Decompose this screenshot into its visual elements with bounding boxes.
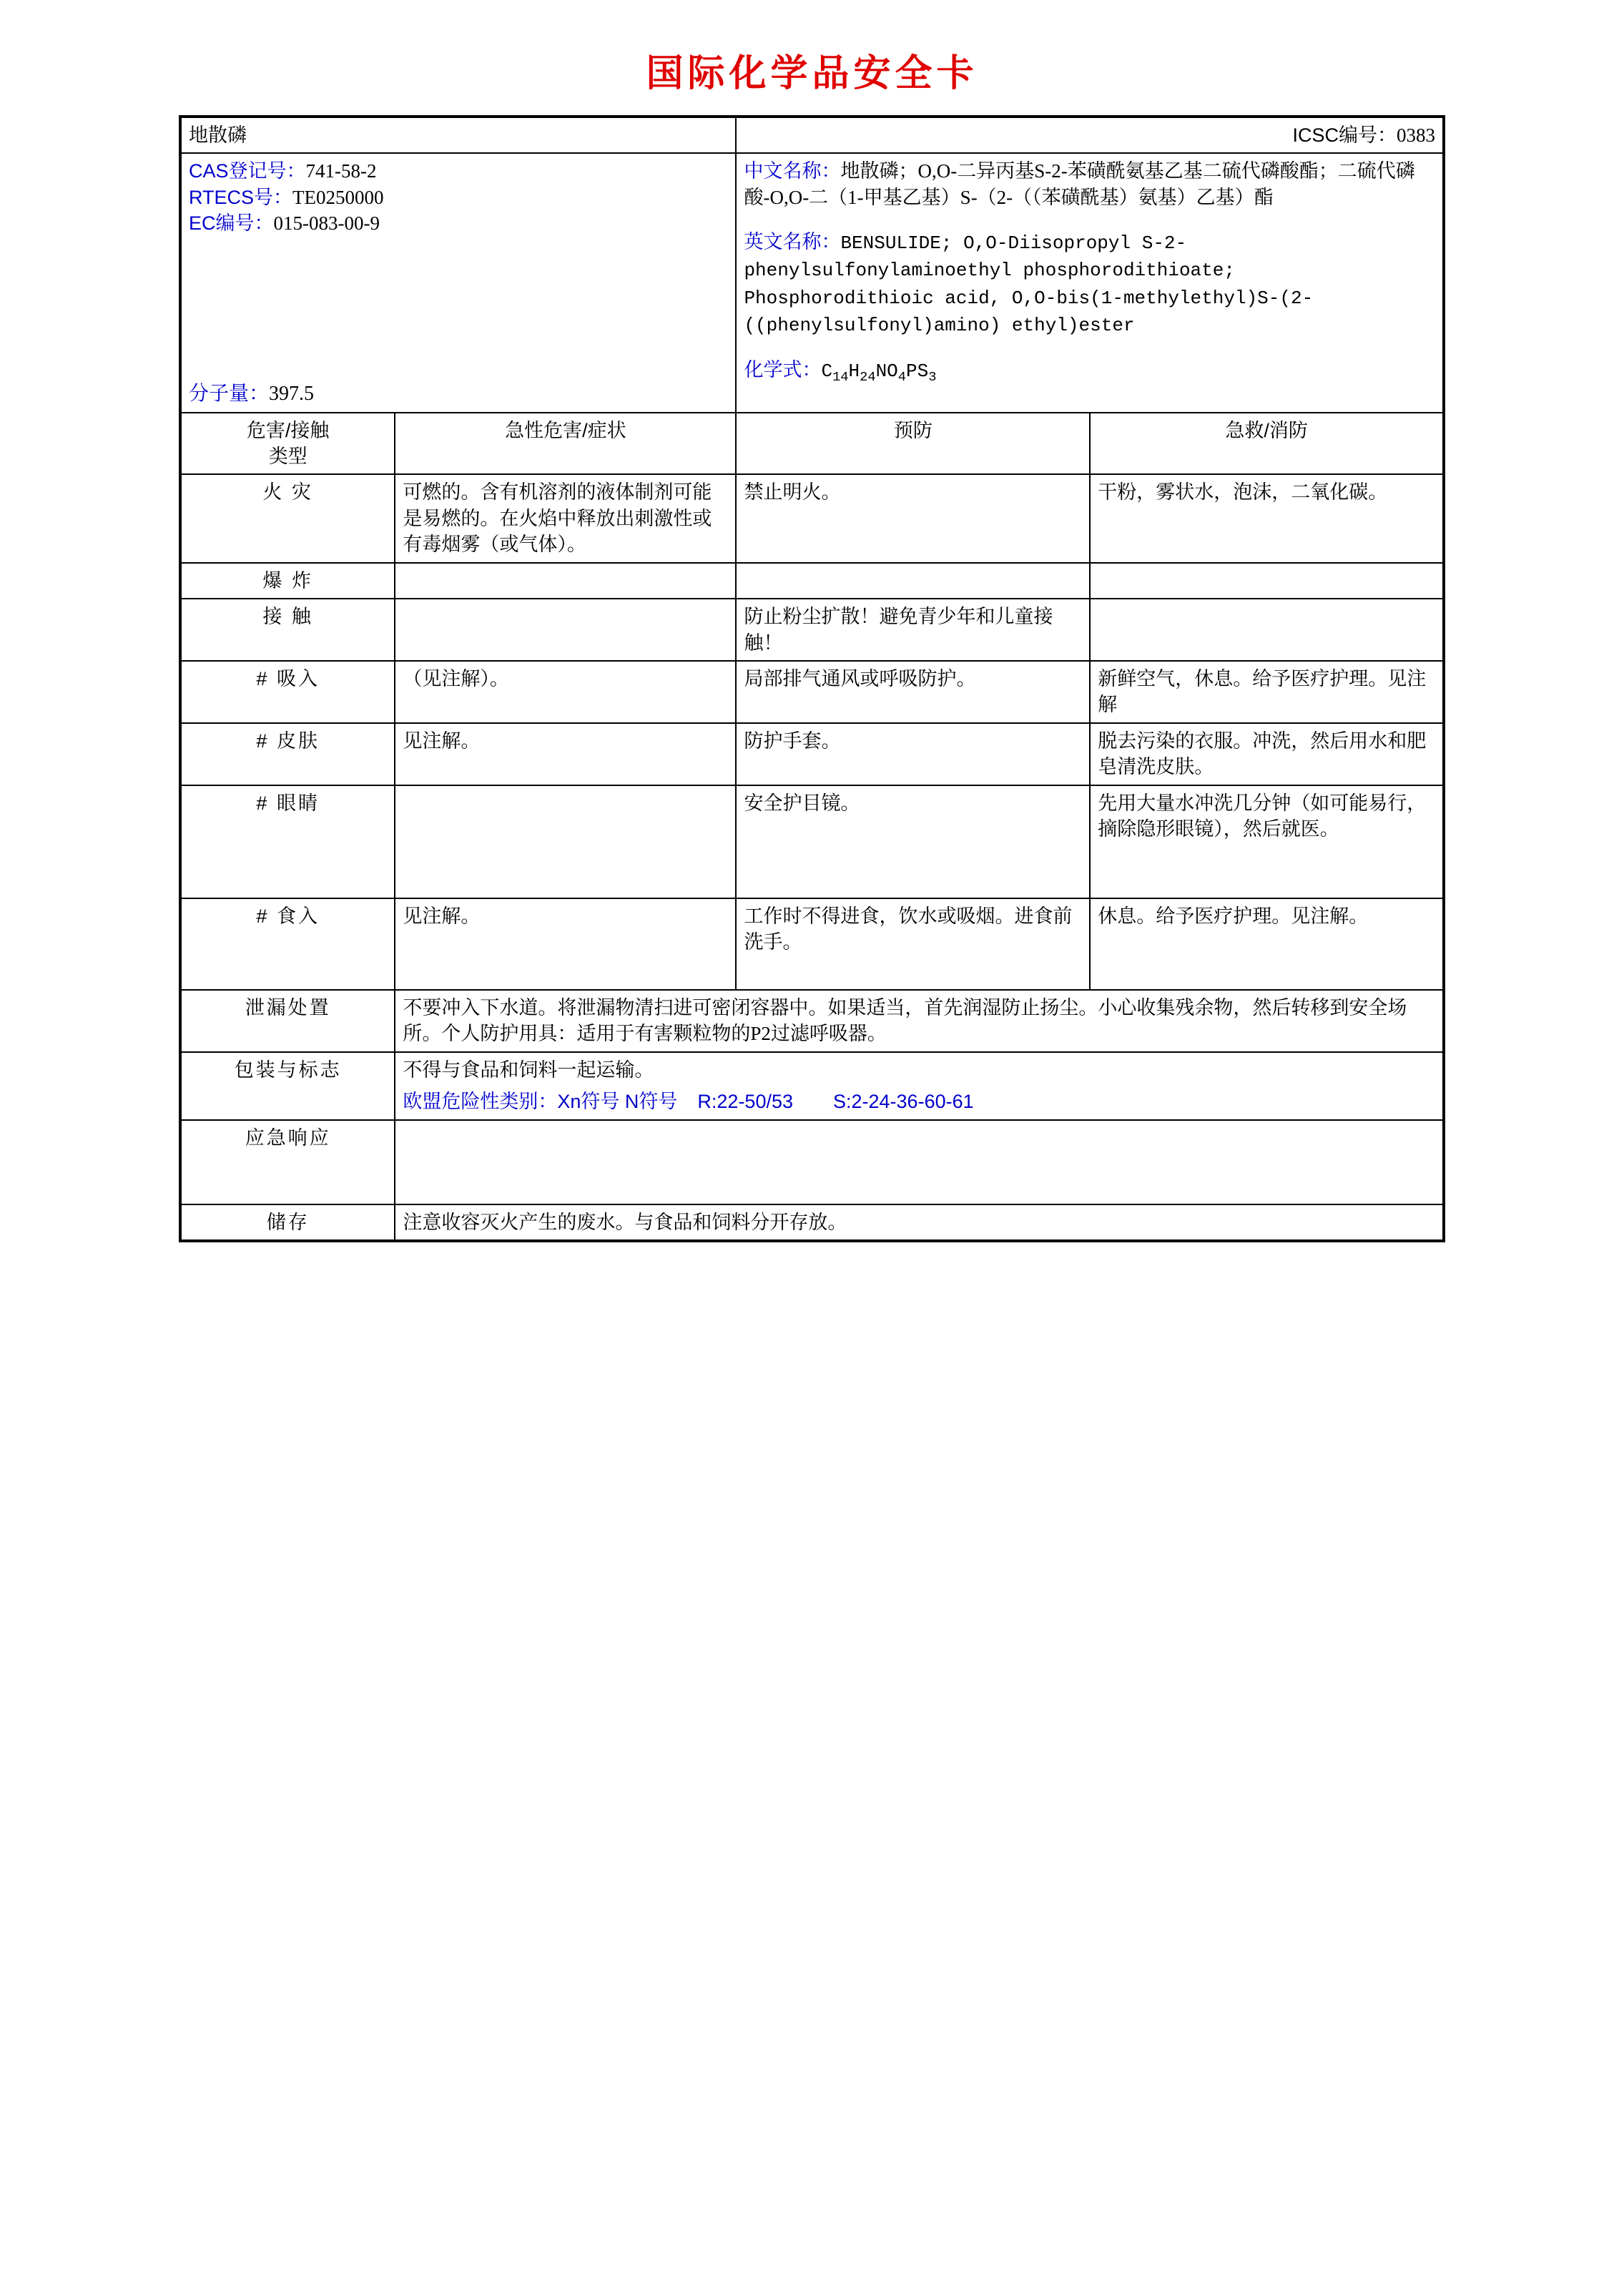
icsc-number: 0383 <box>1397 124 1435 146</box>
cas-line <box>189 158 728 184</box>
row-prevention-skin: 防护手套。 <box>736 723 1090 785</box>
eu-r-phrases: R:22-50/53 <box>697 1091 793 1113</box>
row-symptoms-eyes <box>395 785 736 898</box>
row-symptoms-skin: 见注解。 <box>395 723 736 785</box>
row-firstaid-ingestion: 休息。给予医疗护理。见注解。 <box>1090 898 1444 990</box>
formula-value: $C_{14}H_{24}NO_4PS_3$ <box>821 360 937 385</box>
packaging-cell <box>395 1052 1444 1120</box>
rtecs-line <box>189 185 728 210</box>
eu-s-phrases: S:2-24-36-60-61 <box>833 1091 974 1113</box>
row-label-explosion: 爆 炸 <box>180 563 395 599</box>
spill-row <box>180 990 1444 1052</box>
row-firstaid-fire: 干粉，雾状水，泡沫，二氧化碳。 <box>1090 474 1444 562</box>
row-label-storage: 储存 <box>180 1204 395 1241</box>
table-row <box>180 563 1444 599</box>
card-header-row <box>180 117 1444 153</box>
row-prevention-explosion <box>736 563 1090 599</box>
table-row <box>180 898 1444 990</box>
emergency-row <box>180 1120 1444 1204</box>
cas-value: 741-58-2 <box>305 160 377 182</box>
ec-line <box>189 210 728 236</box>
header-symptoms: 急性危害/症状 <box>395 413 736 475</box>
ec-label: EC编号： <box>189 212 274 235</box>
row-firstaid-skin: 脱去污染的衣服。冲洗，然后用水和肥皂清洗皮肤。 <box>1090 723 1444 785</box>
mw-label: 分子量： <box>189 381 270 404</box>
cas-label: CAS登记号： <box>189 160 306 182</box>
header-prevention: 预防 <box>736 413 1090 475</box>
row-firstaid-eyes: 先用大量水冲洗几分钟（如可能易行，摘除隐形眼镜），然后就医。 <box>1090 785 1444 898</box>
cn-name-value: 地散磷；O,O-二异丙基S-2-苯磺酰氨基乙基二硫代磷酸酯；二硫代磷酸-O,O-二（1-甲基乙基）S-（2-（（苯磺酰基）氨基）乙基）酯 <box>744 160 1415 208</box>
row-label-packaging: 包装与标志 <box>180 1052 395 1120</box>
table-row <box>180 599 1444 661</box>
mw-value: 397.5 <box>269 382 315 405</box>
row-symptoms-explosion <box>395 563 736 599</box>
storage-row <box>180 1204 1444 1241</box>
row-firstaid-explosion <box>1090 563 1444 599</box>
row-symptoms-ingestion: 见注解。 <box>395 898 736 990</box>
eu-value: Xn符号 N符号 <box>557 1091 678 1113</box>
row-label-emergency: 应急响应 <box>180 1120 395 1204</box>
chemical-name-cn: 地散磷 <box>180 117 736 153</box>
icsc-card-table <box>179 115 1445 1242</box>
row-label-eyes: # 眼睛 <box>180 785 395 898</box>
table-row <box>180 785 1444 898</box>
packaging-row <box>180 1052 1444 1120</box>
packaging-text: 不得与食品和饲料一起运输。 <box>403 1059 654 1081</box>
spill-text: 不要冲入下水道。将泄漏物清扫进可密闭容器中。如果适当，首先润湿防止扬尘。小心收集残余物，然后转移到安全场所。个人防护用具：适用于有害颗粒物的P2过滤呼吸器。 <box>395 990 1444 1052</box>
row-firstaid-exposure <box>1090 599 1444 661</box>
header-firstaid: 急救/消防 <box>1090 413 1444 475</box>
row-label-inhalation: # 吸入 <box>180 661 395 723</box>
row-prevention-fire: 禁止明火。 <box>736 474 1090 562</box>
table-row <box>180 474 1444 562</box>
row-prevention-exposure: 防止粉尘扩散！避免青少年和儿童接触！ <box>736 599 1090 661</box>
row-prevention-eyes: 安全护目镜。 <box>736 785 1090 898</box>
formula-label: 化学式： <box>744 358 822 381</box>
identity-row <box>180 153 1444 412</box>
storage-text: 注意收容灭火产生的废水。与食品和饲料分开存放。 <box>395 1204 1444 1241</box>
ec-value: 015-083-00-9 <box>273 212 380 235</box>
en-name-line <box>744 229 1435 338</box>
eu-label: 欧盟危险性类别： <box>403 1091 558 1113</box>
row-prevention-ingestion: 工作时不得进食，饮水或吸烟。进食前洗手。 <box>736 898 1090 990</box>
table-row <box>180 661 1444 723</box>
row-symptoms-exposure <box>395 599 736 661</box>
row-label-fire: 火 灾 <box>180 474 395 562</box>
names-block <box>736 153 1444 412</box>
cn-name-label: 中文名称： <box>744 160 841 182</box>
emergency-text <box>395 1120 1444 1204</box>
icsc-label: ICSC编号： <box>1292 124 1397 146</box>
column-headers-row <box>180 413 1444 475</box>
icsc-number-cell <box>736 117 1444 153</box>
row-prevention-inhalation: 局部排气通风或呼吸防护。 <box>736 661 1090 723</box>
row-label-ingestion: # 食入 <box>180 898 395 990</box>
table-row <box>180 723 1444 785</box>
page-title: 国际化学品安全卡 <box>646 53 978 94</box>
row-label-spill: 泄漏处置 <box>180 990 395 1052</box>
row-label-skin: # 皮肤 <box>180 723 395 785</box>
cn-name-line <box>744 158 1435 210</box>
formula-line <box>744 357 1435 386</box>
header-hazard-type: 危害/接触 类型 <box>180 413 395 475</box>
row-symptoms-fire: 可燃的。含有机溶剂的液体制剂可能是易燃的。在火焰中释放出刺激性或有毒烟雾（或气体）。 <box>395 474 736 562</box>
eu-classification-line <box>403 1089 1435 1114</box>
en-name-value: BENSULIDE; O,O-Diisopropyl S-2-phenylsulfonylaminoethyl phosphorodithioate; Phosphorodithioic acid, O,O-bis(1-methylethyl)S-(2-((phenylsulfonyl)amino) ethyl)ester <box>744 232 1314 336</box>
row-symptoms-inhalation: （见注解）。 <box>395 661 736 723</box>
row-label-exposure: 接 触 <box>180 599 395 661</box>
row-firstaid-inhalation: 新鲜空气，休息。给予医疗护理。见注解 <box>1090 661 1444 723</box>
mw-line <box>189 380 728 408</box>
rtecs-value: TE0250000 <box>292 186 384 208</box>
en-name-label: 英文名称： <box>744 231 841 253</box>
rtecs-label: RTECS号： <box>189 186 293 208</box>
identifiers-block <box>180 153 736 412</box>
